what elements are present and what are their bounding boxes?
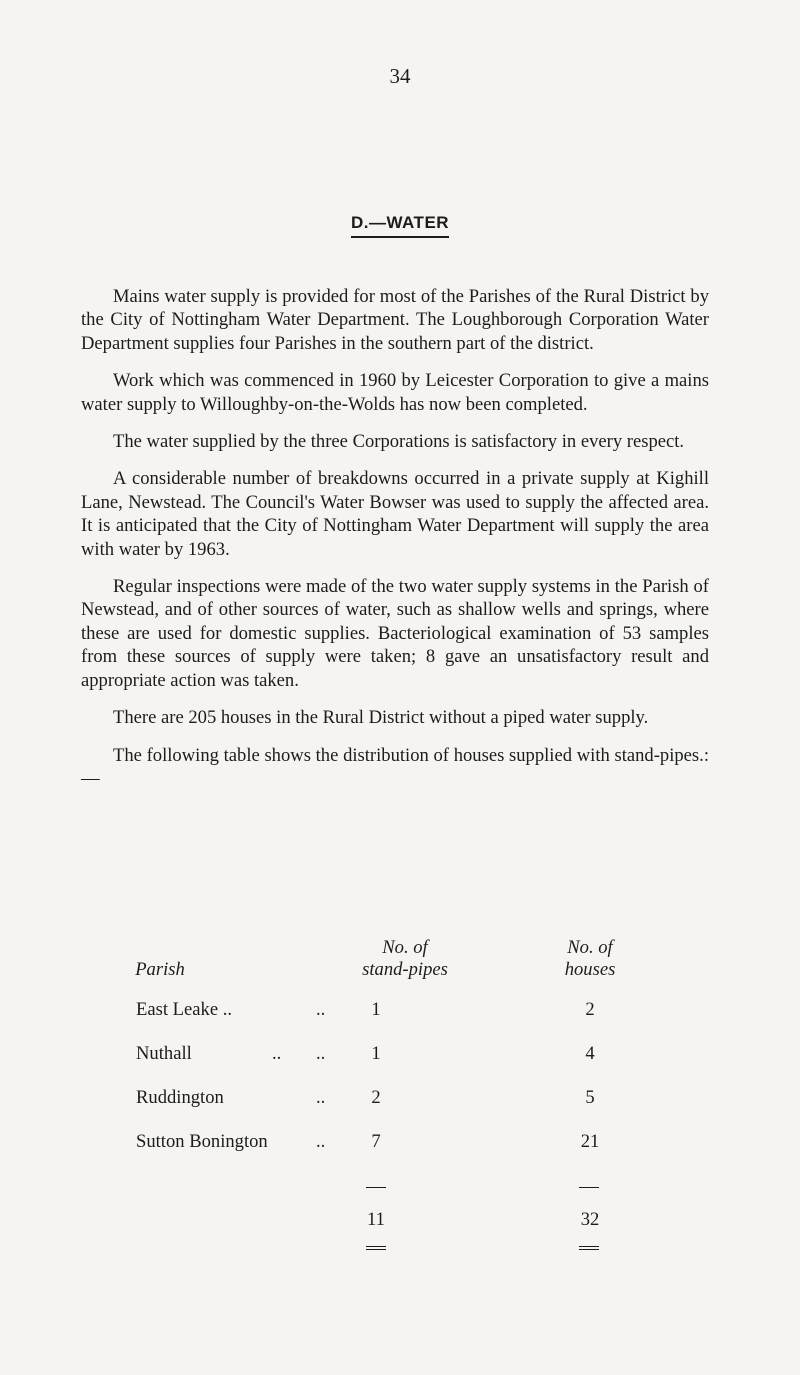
- parish-name-text: East Leake: [136, 999, 219, 1020]
- sum-rule: [579, 1187, 599, 1188]
- header-houses: [530, 937, 650, 981]
- parish-name: Sutton Bonington: [136, 1131, 268, 1152]
- section-title: D.—WATER: [351, 213, 449, 238]
- standpipes-total: 11: [367, 1209, 385, 1230]
- paragraph-unpiped-houses: There are 205 houses in the Rural District without a piped water supply.: [113, 707, 649, 729]
- paragraph-mains-supply: Mains water supply is provided for most of the Parishes of the Rural District by the City of Nottingham Water Department. The Loughborough Corporation Water Department supplies four Parishes in the southern part of the district.: [81, 286, 709, 354]
- leader-dots: ..: [272, 1043, 282, 1064]
- page-number: 34: [389, 64, 411, 88]
- header-houses-line2: houses: [564, 959, 616, 980]
- double-rule: [579, 1249, 599, 1250]
- double-rule: [366, 1246, 386, 1247]
- parish-name: Nuthall: [136, 1043, 192, 1064]
- body-text: [81, 285, 709, 804]
- houses-total: 32: [580, 1209, 600, 1230]
- paragraph-leicester-work: Work which was commenced in 1960 by Leicester Corporation to give a mains water supply to Willoughby-on-the-Wolds has now been completed.: [81, 370, 709, 415]
- leader-dots: ..: [316, 1087, 326, 1108]
- houses-value: 21: [580, 1131, 600, 1152]
- double-rule: [366, 1249, 386, 1250]
- standpipes-value: 2: [371, 1087, 381, 1108]
- parish-name: [136, 999, 232, 1021]
- leader-dots: ..: [316, 999, 326, 1020]
- houses-value: 5: [585, 1087, 595, 1108]
- leader-dots: ..: [222, 999, 233, 1020]
- houses-value: 2: [585, 999, 595, 1020]
- leader-dots: ..: [316, 1131, 326, 1152]
- paragraph-breakdowns: A considerable number of breakdowns occurred in a private supply at Kighill Lane, Newstead. The Council's Water Bowser was used to supply the affected area. It is anticipated that the City of Nottingham Water Department will supply the area with water by 1963.: [81, 468, 709, 560]
- paragraph-table-intro: The following table shows the distribution of houses supplied with stand-pipes.:—: [81, 744, 709, 789]
- standpipes-value: 1: [371, 999, 381, 1020]
- header-houses-line1: No. of: [567, 937, 613, 958]
- standpipes-table: [0, 925, 800, 1305]
- section-heading: [0, 213, 800, 238]
- standpipes-value: 1: [371, 1043, 381, 1064]
- paragraph-satisfactory: The water supplied by the three Corporations is satisfactory in every respect.: [113, 431, 685, 453]
- paragraph-inspections: Regular inspections were made of the two water supply systems in the Parish of Newstead, and of other sources of water, such as shallow wells and springs, where these are used for domestic supplies. Bacteriological examination of 53 samples from these sources of supply were taken; 8 gave an unsatisfactory result and appropriate action was taken.: [81, 576, 709, 691]
- sum-rule: [366, 1187, 386, 1188]
- header-standpipes-line2: stand-pipes: [362, 959, 448, 980]
- leader-dots: ..: [316, 1043, 326, 1064]
- standpipes-value: 7: [371, 1131, 381, 1152]
- parish-name: Ruddington: [136, 1087, 224, 1108]
- header-standpipes: [325, 937, 485, 981]
- header-parish: Parish: [135, 959, 185, 980]
- houses-value: 4: [585, 1043, 595, 1064]
- header-standpipes-line1: No. of: [382, 937, 428, 958]
- double-rule: [579, 1246, 599, 1247]
